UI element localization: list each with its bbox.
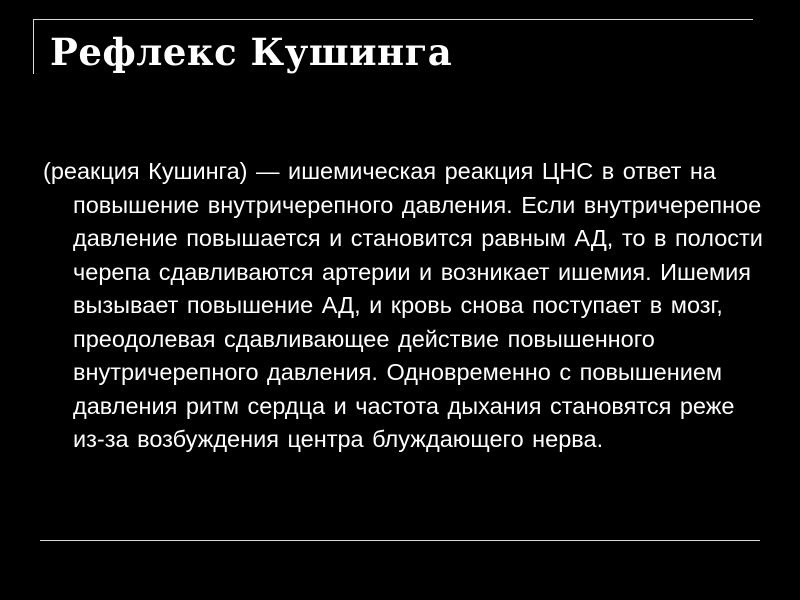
bottom-rule — [40, 540, 760, 541]
slide-title: Рефлекс Кушинга — [50, 30, 453, 74]
slide-body-text: (реакция Кушинга) — ишемическая реакция ЦНС в ответ на повышение внутричерепного давления. Если внутричерепное давление повышается и становится равным АД, то в полости черепа сдавливаются артерии и возникает ишемия. Ишемия вызывает повышение АД, и кровь снова поступает в мозг, преодолевая сдавливающее действие повышенного внутричерепного давления. Одновременно с повышением давления ритм сердца и частота дыхания становятся реже из-за возбуждения центра блуждающего нерва. — [43, 158, 763, 452]
title-rule-horizontal — [33, 19, 753, 20]
title-rule-vertical — [33, 19, 34, 74]
